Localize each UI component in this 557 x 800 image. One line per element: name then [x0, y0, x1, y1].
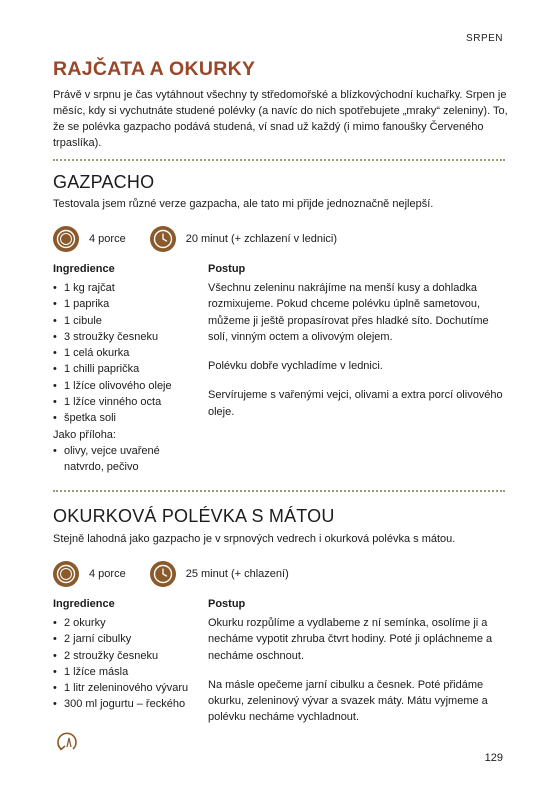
recipe-title-okurkova: OKURKOVÁ POLÉVKA S MÁTOU	[53, 506, 335, 526]
step-paragraph: Okurku rozpůlíme a vydlabeme z ní semínka, osolíme ji a necháme vypotit zhruba čtvrt hodiny. Poté ji opláchneme a necháme oschnout.	[208, 617, 493, 662]
time-label: 20 minut (+ zchlazení v lednici)	[185, 233, 338, 245]
plate-icon	[53, 226, 79, 252]
list-item: • špetka soli	[53, 410, 172, 426]
page-number: 129	[484, 752, 503, 764]
method-steps	[208, 280, 508, 433]
list-item: • 1 paprika	[53, 296, 172, 312]
list-item: • 1 litr zeleninového vývaru	[53, 680, 188, 696]
clock-icon	[150, 561, 176, 587]
section-divider	[53, 490, 505, 492]
list-item: • 2 jarní cibulky	[53, 631, 188, 647]
clock-icon	[150, 226, 176, 252]
page-title: RAJČATA A OKURKY	[53, 58, 256, 80]
recipe-meta	[53, 225, 337, 253]
recipe-description: Stejně lahodná jako gazpacho je v srpnových vedrech i okurková polévka s mátou.	[53, 533, 456, 545]
plate-icon	[53, 561, 79, 587]
recipe-description: Testovala jsem různé verze gazpacha, ale tato mi přijde jednoznačně nejlepší.	[53, 198, 434, 210]
step-paragraph: Servírujeme s vařenými vejci, olivami a extra porcí olivového oleje.	[208, 389, 503, 418]
list-item: • olivy, vejce uvařené	[53, 443, 172, 459]
portions-label: 4 porce	[89, 568, 126, 580]
section-month: SRPEN	[466, 33, 503, 44]
method-heading: Postup	[208, 598, 246, 610]
ingredients-heading: Ingredience	[53, 263, 115, 275]
list-item: • 1 lžíce olivového oleje	[53, 378, 172, 394]
ingredient-list	[53, 615, 188, 713]
step-paragraph: Na másle opečeme jarní cibulku a česnek. Poté přidáme okurku, zeleninový vývar a svazek máty. Mátu vyjmeme a polévku necháme vychladnout.	[208, 678, 488, 724]
recipe-title-gazpacho: GAZPACHO	[53, 172, 155, 192]
section-divider	[53, 159, 505, 161]
ingredients-heading: Ingredience	[53, 598, 115, 610]
list-item: • 1 cibule	[53, 313, 172, 329]
list-item: • 1 celá okurka	[53, 345, 172, 361]
recipe-meta	[53, 560, 289, 588]
list-item: • 3 stroužky česneku	[53, 329, 172, 345]
list-item: • 300 ml jogurtu – řeckého	[53, 696, 188, 712]
list-item-continued: natvrdo, pečivo	[64, 461, 139, 474]
step-paragraph: Polévku dobře vychladíme v lednici.	[208, 360, 383, 373]
intro-text: Právě v srpnu je čas vytáhnout všechny ty středomořské a blízkovýchodní kuchařky. Srpen je měsíc, kdy si vychutnáte studené polévky (a navíc do nich spotřebujete „mraky“ zeleniny). To, že se polévka gazpacho podává studená, ví snad už každý (i mimo fanoušky Červeného trpaslíka).	[53, 89, 508, 149]
step-paragraph: Všechnu zeleninu nakrájíme na menší kusy a dohladka rozmixujeme. Pokud chceme polévku úplně sametovou, můžeme ji ještě propasírovat přes hladké síto. Dochutíme solí, vinným octem a olivovým olejem.	[208, 282, 489, 343]
method-steps	[208, 615, 508, 739]
list-item: • 1 chilli paprička	[53, 361, 172, 377]
side-dish-label: Jako příloha:	[53, 428, 116, 441]
list-item: • 1 lžíce másla	[53, 664, 188, 680]
list-item: • 2 okurky	[53, 615, 188, 631]
list-item: • 2 stroužky česneku	[53, 648, 188, 664]
back-arrow-icon[interactable]	[55, 727, 83, 760]
list-item: • 1 lžíce vinného octa	[53, 394, 172, 410]
list-item: • 1 kg rajčat	[53, 280, 172, 296]
method-heading: Postup	[208, 263, 246, 275]
portions-label: 4 porce	[89, 233, 126, 245]
ingredient-list	[53, 280, 172, 476]
time-label: 25 minut (+ chlazení)	[185, 568, 289, 580]
